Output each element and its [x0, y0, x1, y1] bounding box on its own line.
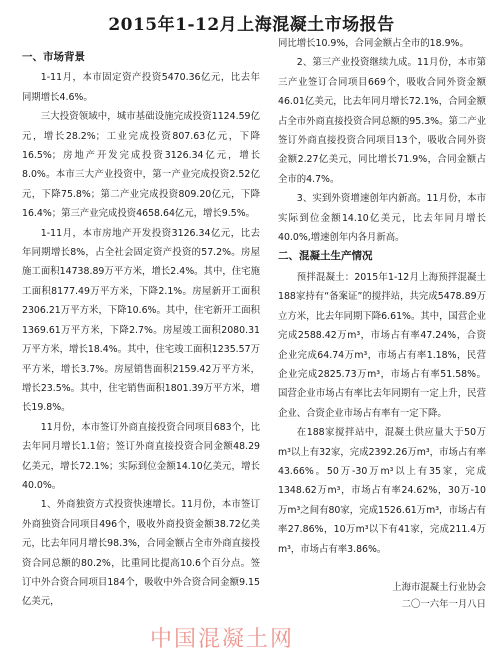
section-heading-market-background: 一、市场背景	[22, 51, 85, 63]
left-column	[22, 48, 260, 612]
paragraph: 同比增长10.9%，合同金额占全市的18.9%。	[278, 38, 469, 49]
watermark: 中国混凝土网	[150, 627, 295, 652]
right-column	[278, 34, 486, 613]
paragraph: 1-11月，本市固定资产投资5470.36亿元，比去年同期增长4.6%。	[22, 72, 260, 103]
paragraph: 1、外商独资方式投资快速增长。11月份，本市签订外商独资合同项目496个，吸收外商投资金额38.72亿美元，比去年同月增长98.3%，合同金额占全市外商直接投资合同总额的80.2%，比重同比提高10.6个百分点。签订中外合资合同项目184个，吸收中外合资合同金额9.15亿美元，	[22, 499, 260, 608]
paragraph: 在188家搅拌站中，混凝土供应量大于50万m³以上有32家，完成2392.26万m³，市场占有率43.66%。50万-30万m³以上有35家，完成1348.62万m³，市场占有率24.62%，30万-10万m³之间有80家，完成1526.61万m³，市场占有率27.86%，10万m³以下有41家，完成211.4万m³，市场占有率3.86%。	[278, 427, 486, 555]
signature-block	[278, 579, 486, 613]
paragraph: 预拌混凝土：2015年1-12月上海预拌混凝土188家持有“备案证”的搅拌站，共完成5478.89万立方米，比去年同期下降6.61%。其中，国营企业完成2588.42万m³，市场占有率47.24%，合资企业完成64.74万m³，市场占有率1.18%，民营企业完成2825.73万m³，市场占有率51.58%。国营企业市场占有率比去年同期有一定上升，民营企业、合资企业市场占有率有一定下降。	[278, 271, 486, 419]
paragraph: 3、实到外资增速创年内新高。11月份，本市实际到位金额14.10亿美元，比去年同月增长40.0%,增速创年内各月新高。	[278, 193, 486, 244]
paragraph: 1-11月，本市房地产开发投资3126.34亿元，比去年同期增长8%，占全社会固定资产投资的57.2%。房屋施工面积14738.89万平方米，增长2.4%。其中，住宅施工面积8177.49万平方米，下降2.1%。房屋新开工面积2306.21万平方米，下降10.6%。其中，住宅新开工面积1369.61万平方米，下降2.7%。房屋竣工面积2080.31万平方米，增长18.4%。其中，住宅竣工面积1235.57万平方米，增长3.7%。房屋销售面积2159.42万平方米，增长23.5%。其中，住宅销售面积1801.39万平方米，增长19.8%。	[22, 227, 260, 414]
paragraph: 11月份，本市签订外商直接投资合同项目683个，比去年同月增长1.1倍；签订外商直接投资合同金额48.29亿美元，增长72.1%；实际到位金额14.10亿美元，增长40.0%。	[22, 421, 260, 491]
page-title: 2015年1-12月上海混凝土市场报告	[108, 15, 395, 35]
paragraph: 三大投资领域中，城市基础设施完成投资1124.59亿元，增长28.2%；工业完成投资807.63亿元，下降16.5%；房地产开发完成投资3126.34亿元，增长8.0%。本市三大产业投资中，第一产业完成投资2.52亿元，下降75.8%；第二产业完成投资809.20亿元，下降16.4%；第三产业完成投资4658.64亿元，增长9.5%。	[22, 111, 260, 220]
paragraph: 2、第三产业投资继续九成。11月份，本市第三产业签订合同项目669个，吸收合同外资金额46.01亿美元，比去年同月增长72.1%，合同金额占全市外商直接投资合同总额的95.3%。第二产业签订外商直接投资合同项目13个，吸收合同外资金额2.27亿美元，同比增长71.9%，合同金额占全市的4.7%。	[278, 57, 486, 185]
signature-date: 二〇一六年一月八日	[401, 598, 486, 610]
signature-org: 上海市混凝土行业协会	[392, 581, 486, 593]
section-heading-concrete-production: 二、混凝土生产情况	[278, 250, 373, 263]
